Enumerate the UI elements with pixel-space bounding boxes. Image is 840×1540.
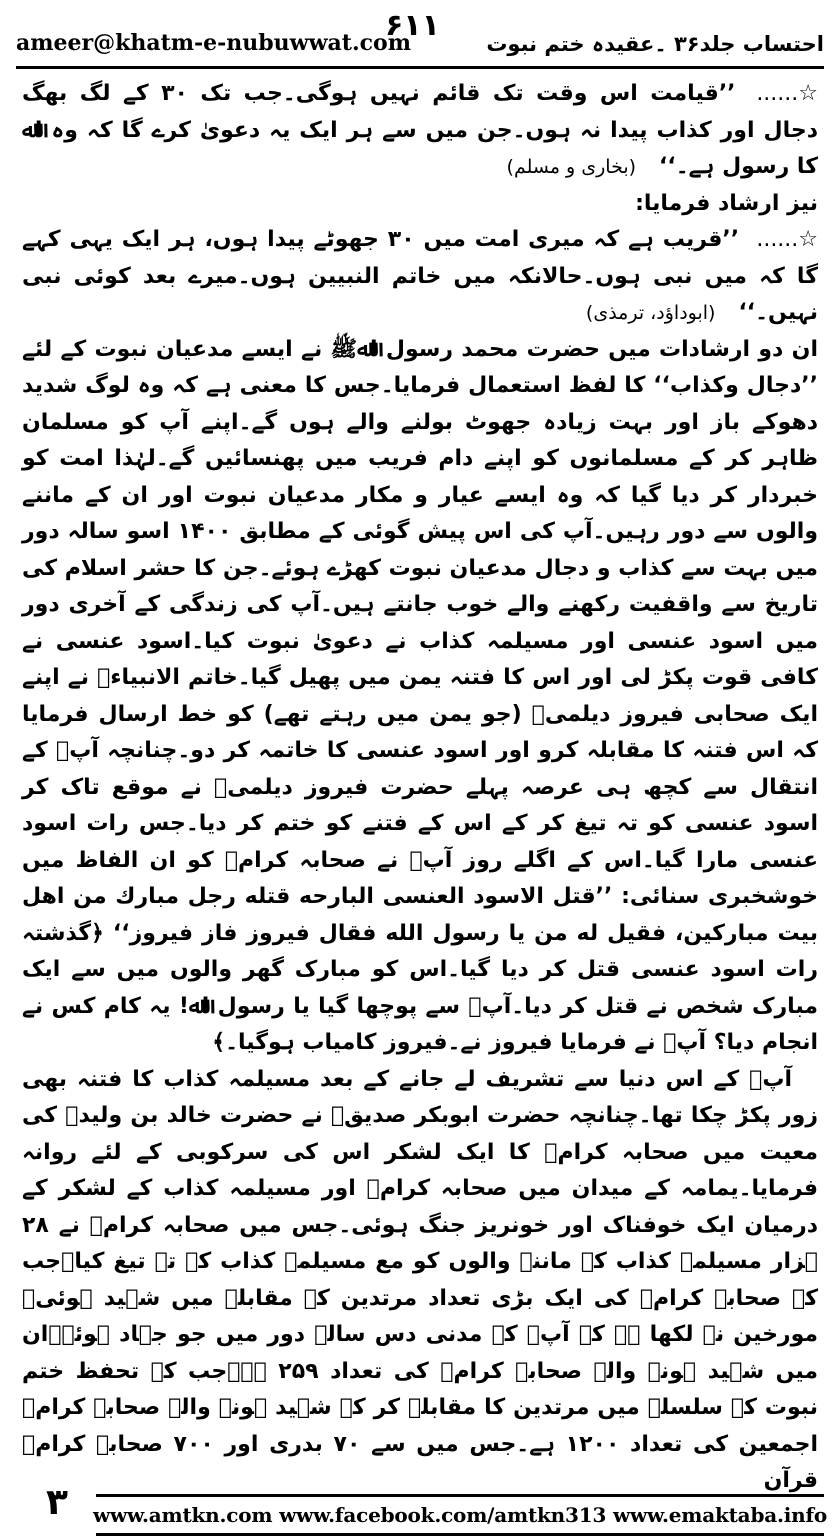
paragraph-1-continuation: ﴿گذشتہ رات اسود عنسی قتل کر دیا گیا۔اس کو مبارک گھر والوں میں سے ایک مبارک شخص نے قتل کر دیا۔آپؐ سے پوچھا گیا یا رسول اﷲ! یہ کام کس نے انجام دیا؟ آپؐ نے فرمایا فیروز نے۔فیروز کامیاب ہوگیا۔﴾	[22, 920, 818, 1055]
paragraph-2	[22, 1062, 818, 1500]
hadith-block-1	[22, 76, 818, 186]
hadith-1-text: ’’قیامت اس وقت تک قائم نہیں ہوگی۔جب تک ۳۰ کے لگ بھگ دجال اور کذاب پیدا نہ ہوں۔جن میں سے ہر ایک یہ دعویٰ کرے گا کہ وہ اﷲ کا رسول ہے۔‘‘	[22, 81, 818, 179]
paragraph-2-text: آپؐ کے اس دنیا سے تشریف لے جانے کے بعد مسیلمہ کذاب کا فتنہ بھی زور پکڑ چکا تھا۔چنانچہ حضرت ابوبکر صدیقؓ نے حضرت خالد بن ولیدؓ کی معیت میں صحابہ کرامؓ کا ایک لشکر اس کی سرکوبی کے لئے روانہ فرمایا۔یمامہ کے میدان میں صحابہ کرامؓ اور مسیلمہ کذاب کے لشکر کے درمیان ایک خوفناک اور خونریز جنگ ہوئی۔جس میں صحابہ کرامؓ نے ۲۸ ہزار مسیلمہ کذاب کے ماننے والوں کو مع مسیلمہ کذاب کے تہ تیغ کیا۔جب کہ صحابہ کرامؓ کی ایک بڑی تعداد مرتدین کے مقابلہ میں شہید ہوئی۔مورخین نے لکھا ہے کہ آپؐ کے مدنی دس سالہ دور میں جو جہاد ہوئے۔ان میں شہید ہونے والے صحابہ کرامؓ کی تعداد ۲۵۹ ہے۔جب کہ تحفظ ختم نبوت کے سلسلے میں مرتدین کا مقابلہ کر کے شہید ہونے والے صحابہ کرامؓ اجمعین کی تعداد ۱۲۰۰ ہے۔جس میں سے ۷۰ بدری اور ۷۰۰ صحابہ کرامؓ قرآن	[22, 1066, 819, 1493]
footer-page-number: ۳	[46, 1482, 68, 1523]
hadith-2-reference: (ابوداؤد، ترمذی)	[585, 302, 716, 324]
header-email: ameer@khatm-e-nubuwwat.com	[16, 30, 411, 56]
header-page-number: ۶۱۱	[385, 8, 440, 43]
body-text	[22, 76, 819, 1493]
paragraph-1	[22, 332, 818, 1062]
footer-bar	[92, 1494, 828, 1536]
arabic-quote: ’’قتل الاسود العنسی البارحه قتله رجل مبارك من اهل بيت مباركين، فقيل له من يا رسول الله فقال فيروز فاز فيروز‘‘	[22, 884, 818, 946]
intro-2	[22, 186, 818, 223]
intro-2-text: نیز ارشاد فرمایا:	[635, 190, 818, 216]
hadith-1-reference: (بخاری و مسلم)	[506, 156, 637, 178]
footer-links: www.amtkn.com www.facebook.com/amtkn313 www.emaktaba.info	[92, 1503, 828, 1527]
star-bullet: ☆......	[756, 227, 819, 252]
star-bullet: ☆......	[756, 81, 818, 106]
header-divider	[16, 66, 824, 69]
hadith-2-text: ’’قریب ہے کہ میری امت میں ۳۰ جھوٹے پیدا ہوں، ہر ایک یہی کہے گا کہ میں نبی ہوں۔حالانکہ میں خاتم النبیین ہوں۔میرے بعد کوئی نبی نہیں۔‘‘	[22, 227, 818, 325]
header-title: احتساب جلد۳۶ ۔عقیدہ ختم نبوت	[486, 32, 824, 56]
hadith-block-2	[22, 222, 818, 332]
paragraph-1-text: ان دو ارشادات میں حضرت محمد رسول اﷲﷺ نے ایسے مدعیان نبوت کے لئے ’’دجال وکذاب‘‘ کا لفظ استعمال فرمایا۔جس کا معنی ہے کہ وہ لوگ شدید دھوکے باز اور بہت زیادہ جھوٹ بولنے والے ہوں گے۔اپنے آپ کو مسلمان ظاہر کر کے مسلمانوں کو اپنے دام فریب میں پھنسائیں گے۔لہٰذا امت کو خبردار کر دیا گیا کہ وہ ایسے عیار و مکار مدعیان نبوت اور ان کے ماننے والوں سے دور رہیں۔آپ کی اس پیش گوئی کے مطابق ۱۴۰۰ اسو سالہ دور میں بہت سے کذاب و دجال مدعیان نبوت کھڑے ہوئے۔جن کا حشر اسلام کی تاریخ سے واقفیت رکھنے والے خوب جانتے ہیں۔آپ کی زندگی کے آخری دور میں اسود عنسی اور مسیلمہ کذاب نے دعویٰ نبوت کیا۔اسود عنسی نے کافی قوت پکڑ لی اور اس کا فتنہ یمن میں پھیل گیا۔خاتم الانبیاءﷺ نے اپنے ایک صحابی فیروز دیلمیؓ (جو یمن میں رہتے تھے) کو خط ارسال فرمایا کہ اس فتنہ کا مقابلہ کرو اور اسود عنسی کا خاتمہ کر دو۔چنانچہ آپﷺ کے انتقال سے کچھ ہی عرصہ پہلے حضرت فیروز دیلمیؓ نے موقع تاک کر اسود عنسی کو تہ تیغ کر کے اس کے فتنے کو ختم کر دیا۔جس رات اسود عنسی مارا گیا۔اس کے اگلے روز آپؐ نے صحابہ کرامؓ کو ان الفاظ میں خوشخبری سنائی:	[22, 336, 819, 909]
